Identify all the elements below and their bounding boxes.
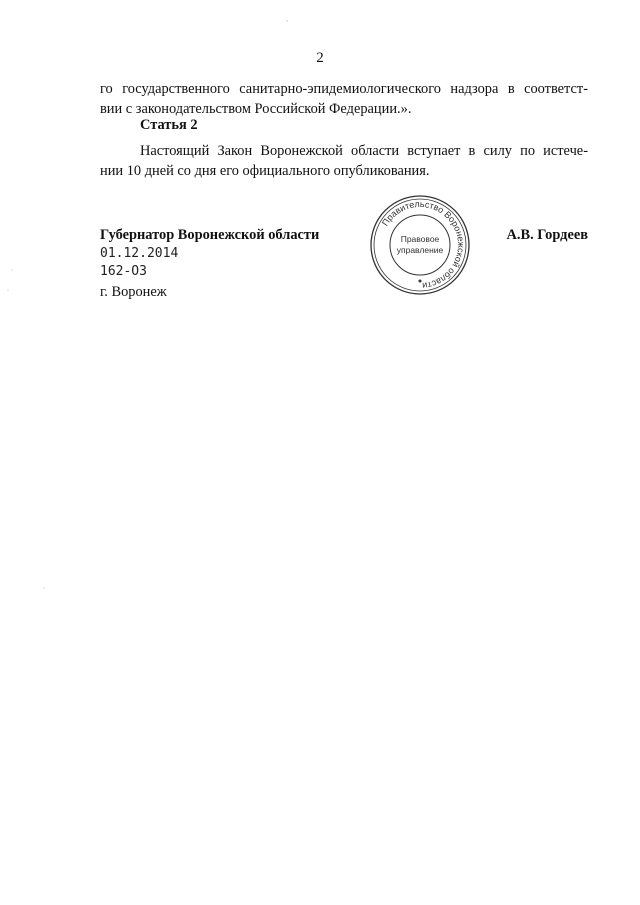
law-number: 162-ОЗ: [100, 264, 147, 279]
scan-speck: [44, 588, 45, 589]
signing-city: г. Воронеж: [100, 284, 167, 300]
stamp-inner-line-2: управление: [396, 245, 444, 255]
paragraph-1-line-1: го государственного санитарно-эпидемиологического надзора в соответст-: [100, 81, 588, 97]
scan-speck: [8, 290, 9, 291]
scan-speck: [286, 20, 287, 21]
paragraph-2-line-1: Настоящий Закон Воронежской области вступает в силу по истече-: [140, 143, 588, 159]
page-number: 2: [316, 50, 324, 66]
law-date: 01.12.2014: [100, 246, 179, 261]
paragraph-2-line-2: нии 10 дней со дня его официального опубликования.: [100, 163, 430, 179]
paragraph-1-line-2: вии с законодательством Российской Федерации.».: [100, 101, 412, 117]
signatory-name: А.В. Гордеев: [506, 227, 588, 243]
article-heading: Статья 2: [140, 117, 198, 133]
stamp-outer-text: Правительство Воронежской области: [379, 198, 467, 291]
scan-speck: [12, 270, 13, 271]
signatory-title: Губернатор Воронежской области: [100, 227, 320, 243]
stamp-inner-line-1: Правовое: [400, 234, 440, 244]
